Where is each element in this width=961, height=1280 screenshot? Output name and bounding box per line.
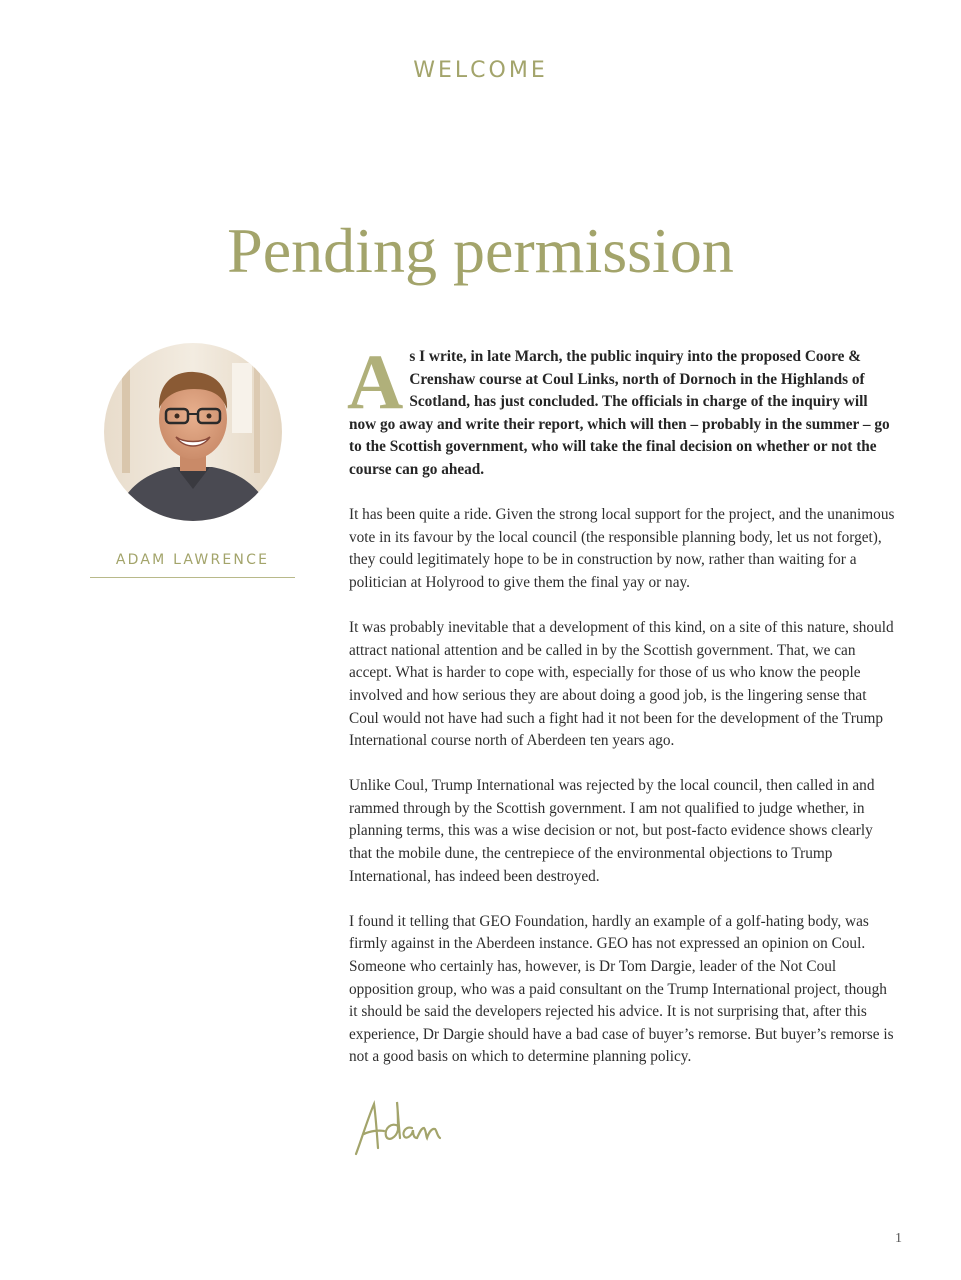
author-name: ADAM LAWRENCE [115,552,270,568]
author-photo [104,343,282,521]
author-signature [350,1098,450,1160]
page-number: 1 [895,1231,902,1246]
body-paragraph: I found it telling that GEO Foundation, hardly an example of a golf-hating body, was firmly against in the Aberdeen instance. GEO has not expressed an opinion on Coul. Someone who certainly has, however, is Dr Tom Dargie, leader of the Not Coul opposition group, who was a paid consultant on the Trump International project, though it should be said the developers rejected his advice. It is not surprising that, after this experience, Dr Dargie should have a bad case of buyer’s remorse. But buyer’s remorse is not a good basis on which to determine planning policy. [349,912,894,1066]
section-label: WELCOME [413,58,548,83]
drop-cap: A [347,338,404,425]
article-body [347,338,897,1092]
body-paragraph: Unlike Coul, Trump International was rejected by the local council, then called in and rammed through by the Scottish government. I am not qualified to judge whether, in planning terms, this was a wise decision or not, but post-facto evidence shows clearly that the mobile dune, the centrepiece of the environmental objections to Trump International, has indeed been destroyed. [349,777,875,885]
author-divider [90,577,295,578]
body-paragraph: It has been quite a ride. Given the strong local support for the project, and the unanimous vote in its favour by the local council (the responsible planning body, let us not forget), they could legitimately hope to be in construction by now, rather than waiting for a politician at Holyrood to give them the final yay or nay. [349,506,895,591]
body-paragraph: It was probably inevitable that a development of this kind, on a site of this nature, should attract national attention and be called in by the Scottish government. That, we can accept. What is harder to cope with, especially for those of us who know the people involved and how serious they are about doing a good job, is the lingering sense that Coul would not have had such a fight had it not been for the development of the Trump International course north of Aberdeen ten years ago. [349,619,894,750]
lead-paragraph [347,338,897,482]
page-title: Pending permission [227,215,734,286]
lead-text: s I write, in late March, the public inquiry into the proposed Coore & Crenshaw course at Coul Links, north of Dornoch in the Highlands of Scotland, has just concluded. The officials in charge of the inquiry will now go away and write their report, which will then – probably in the summer – go to the Scottish government, who will take the final decision on whether or not the course can go ahead. [349,348,890,478]
